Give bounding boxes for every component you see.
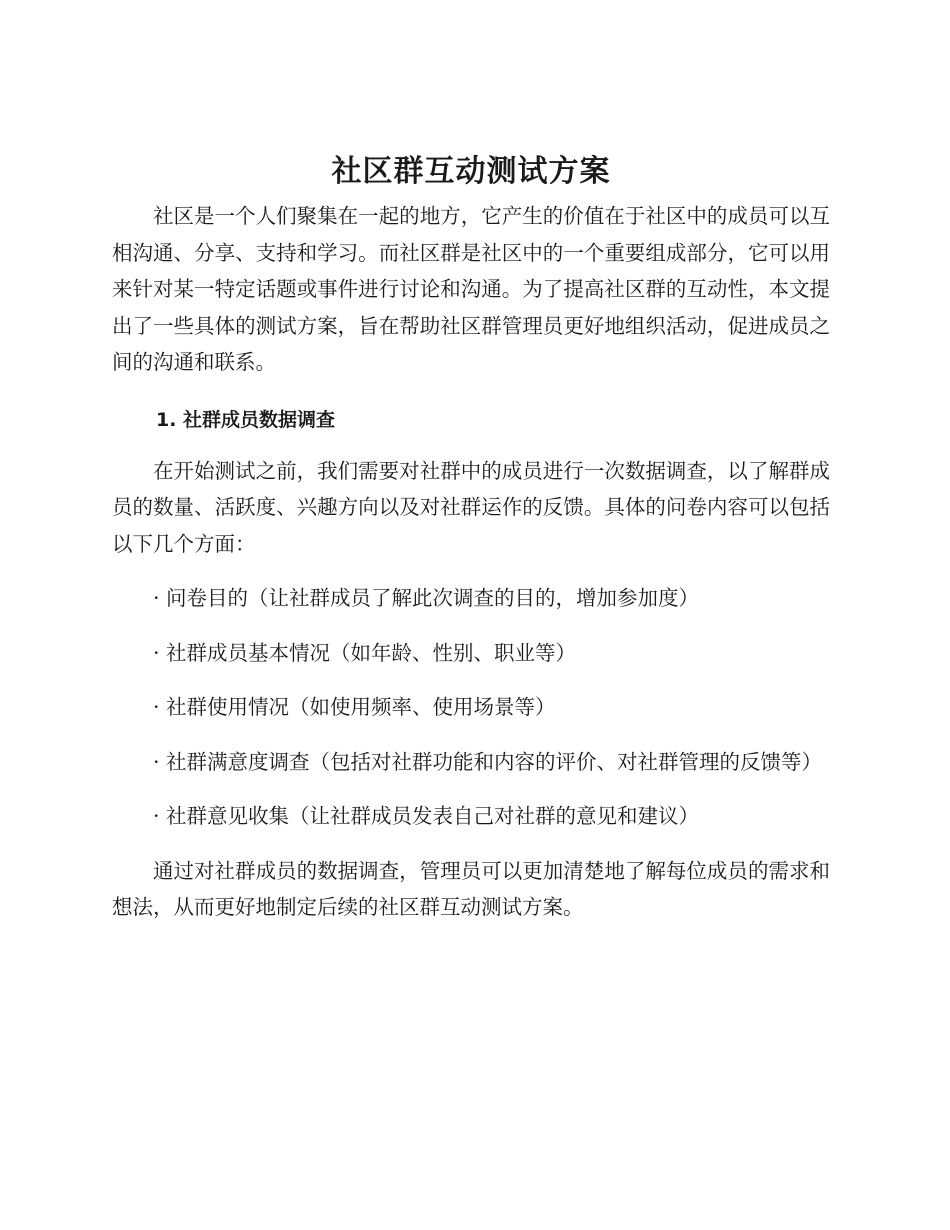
intro-paragraph: 社区是一个人们聚集在一起的地方，它产生的价值在于社区中的成员可以互相沟通、分享、支持和学习。而社区群是社区中的一个重要组成部分，它可以用来针对某一特定话题或事件进行讨论和沟通。为了提高社区群的互动性，本文提出了一些具体的测试方案，旨在帮助社区群管理员更好地组织活动，促进成员之间的沟通和联系。 (112, 204, 830, 374)
bullet-item: · 问卷目的（让社群成员了解此次调查的目的，增加参加度） (153, 586, 700, 610)
section-heading: 1. 社群成员数据调查 (156, 408, 336, 431)
bullet-item: · 社群成员基本情况（如年龄、性别、职业等） (153, 640, 577, 665)
bullet-item: · 社群满意度调查（包括对社群功能和内容的评价、对社群管理的反馈等） (153, 749, 823, 774)
bullet-item: · 社群意见收集（让社群成员发表自己对社群的意见和建议） (153, 804, 700, 828)
document-title: 社区群互动测试方案 (331, 154, 611, 189)
bullet-item: · 社群使用情况（如使用频率、使用场景等） (153, 695, 556, 719)
section-paragraph: 在开始测试之前，我们需要对社群中的成员进行一次数据调查，以了解群成员的数量、活跃度、兴趣方向以及对社群运作的反馈。具体的问卷内容可以包括以下几个方面： (112, 458, 830, 556)
conclusion-paragraph: 通过对社群成员的数据调查，管理员可以更加清楚地了解每位成员的需求和想法，从而更好地制定后续的社区群互动测试方案。 (112, 858, 830, 919)
document-page (112, 150, 830, 926)
